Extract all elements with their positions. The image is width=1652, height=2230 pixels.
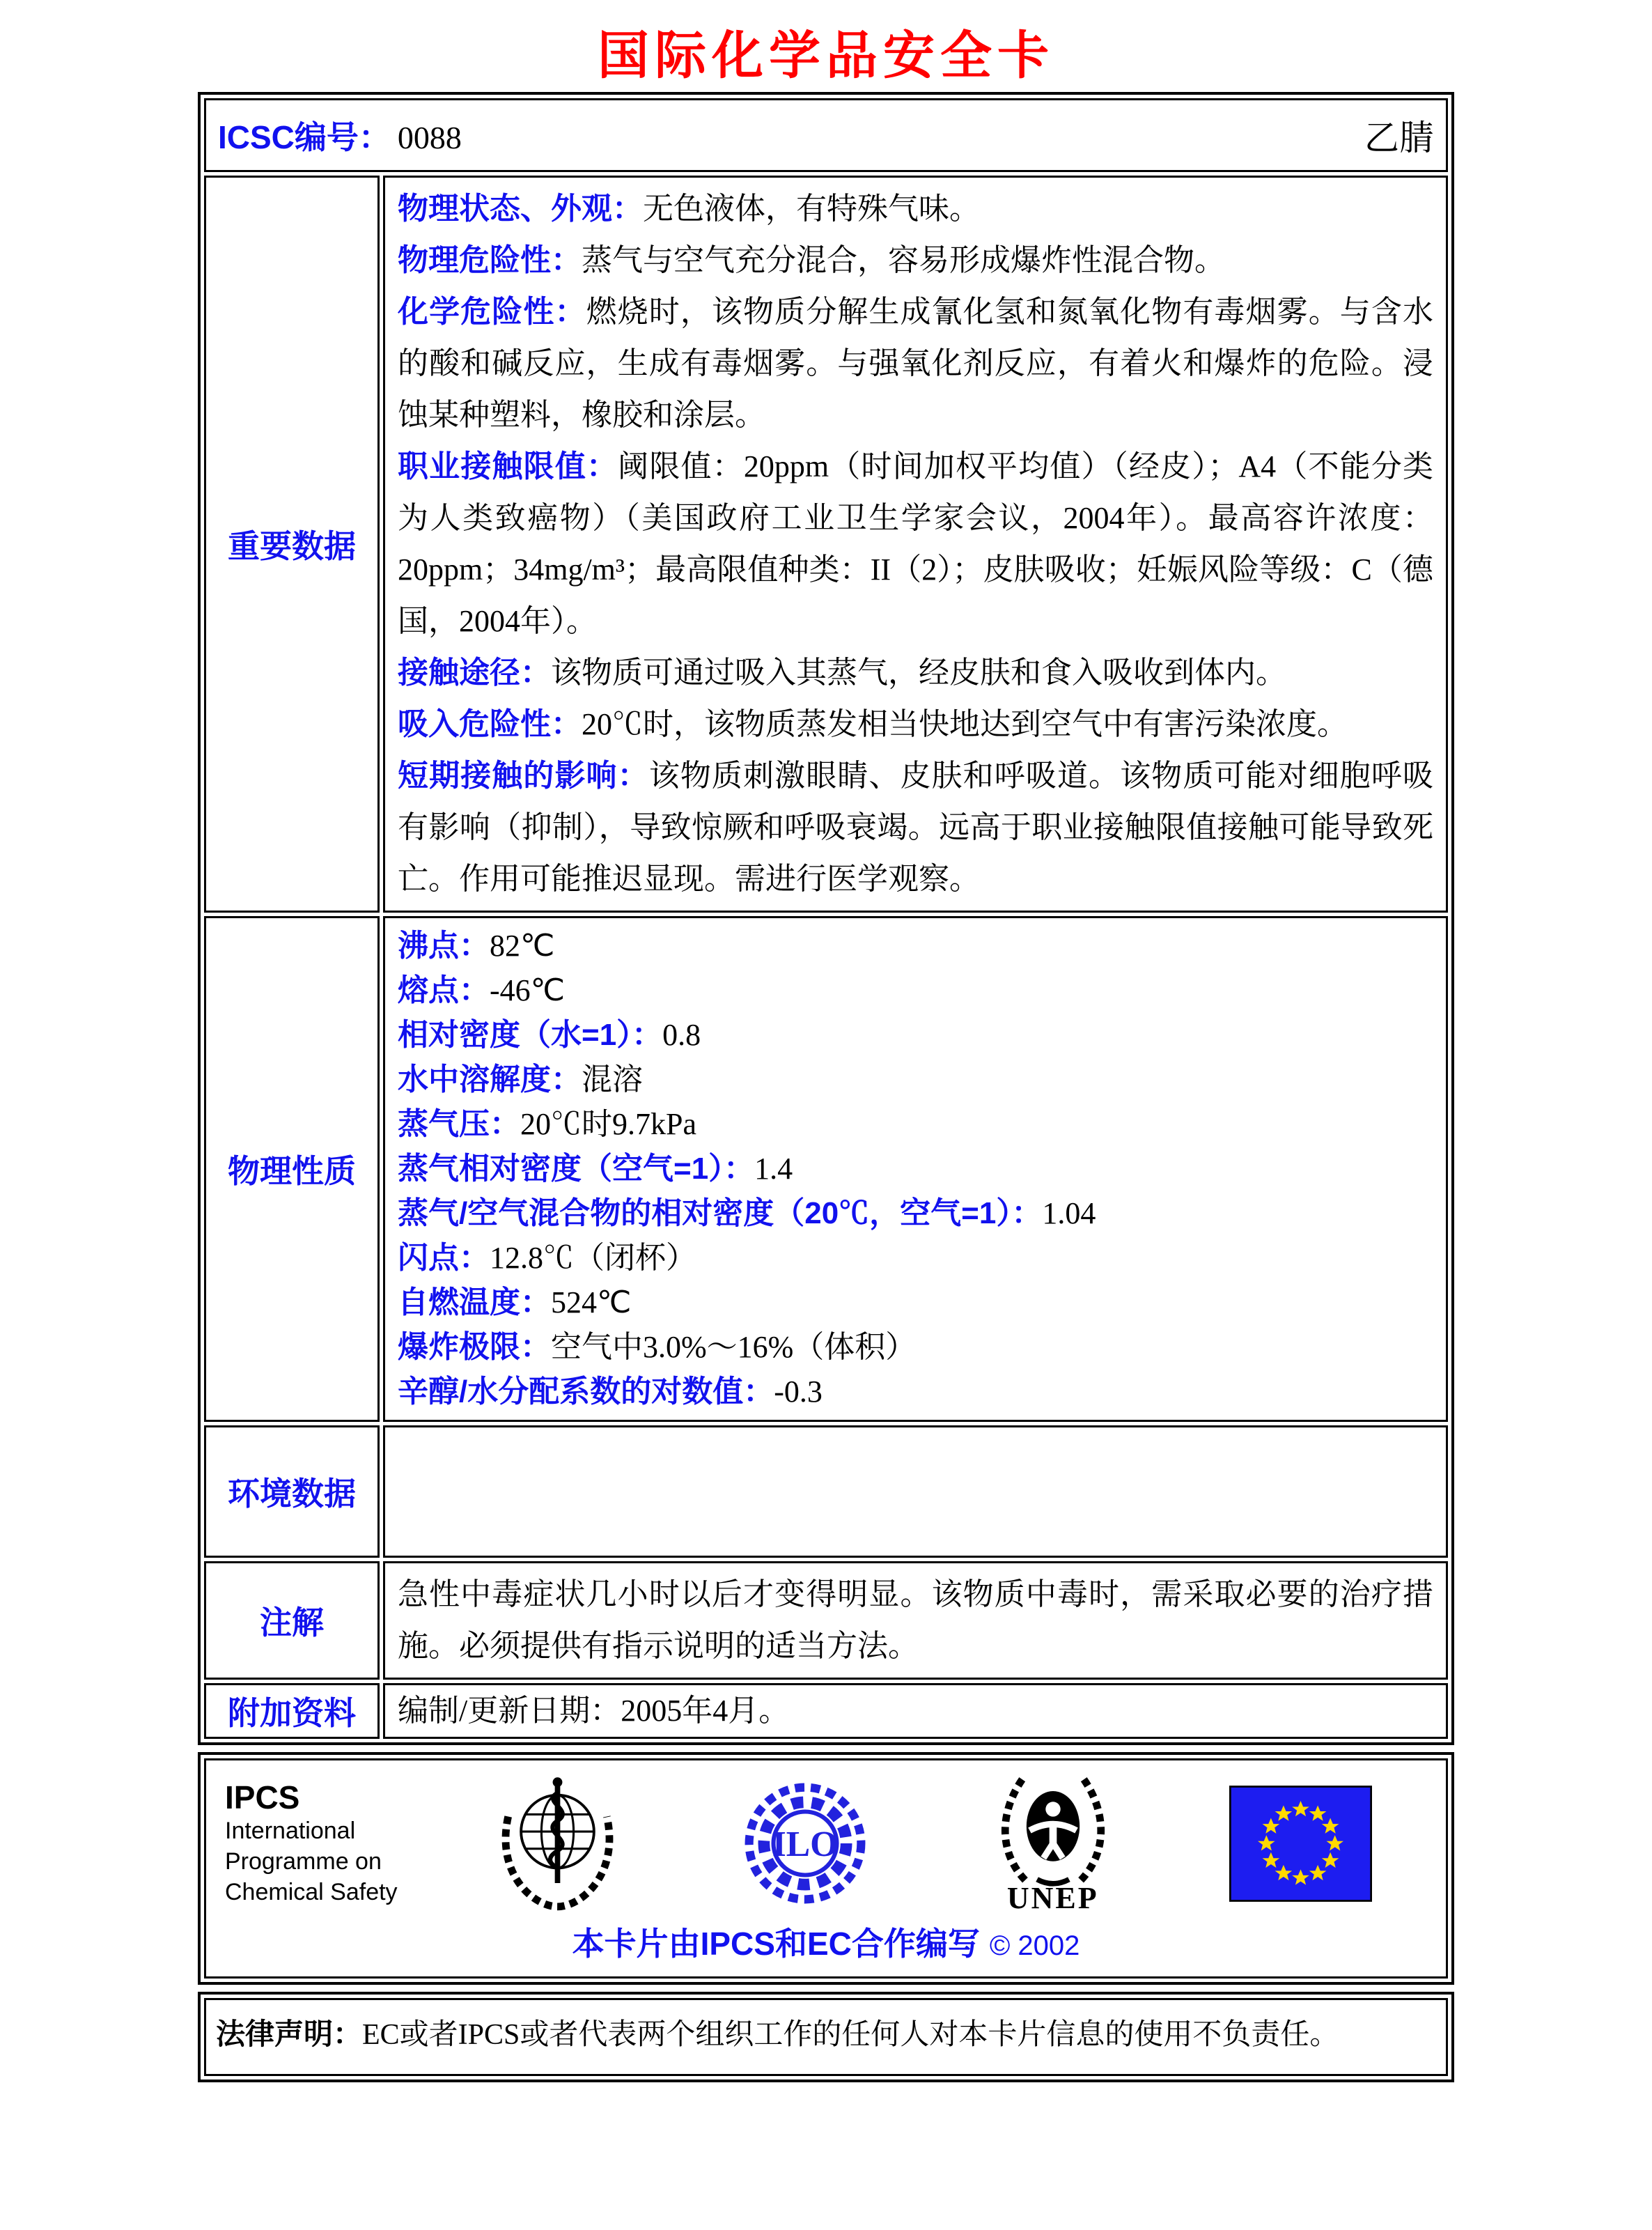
physical-item-9 bbox=[398, 1325, 1433, 1370]
item-text: 该物质可通过吸入其蒸气，经皮肤和食入吸收到体内。 bbox=[551, 656, 1286, 690]
ipcs-line: Programme on bbox=[225, 1848, 382, 1875]
item-text: 0.8 bbox=[662, 1018, 701, 1052]
header-row bbox=[204, 98, 1448, 172]
item-label: 水中溶解度： bbox=[398, 1062, 582, 1097]
icsc-number-group bbox=[218, 112, 462, 158]
physical-item-7 bbox=[398, 1236, 1433, 1280]
physical-item-10 bbox=[398, 1370, 1433, 1414]
item-text: 1.4 bbox=[754, 1152, 793, 1186]
ipcs-line: Chemical Safety bbox=[225, 1879, 398, 1905]
important-item-4 bbox=[398, 647, 1433, 699]
section-label-notes: 注解 bbox=[204, 1561, 380, 1680]
item-label: 蒸气压： bbox=[398, 1107, 520, 1141]
item-text: 燃烧时，该物质分解生成氰化氢和氮氧化物有毒烟雾。与含水的酸和碱反应，生成有毒烟雾。与强氧化剂反应，有着火和爆炸的危险。浸蚀某种塑料，橡胶和涂层。 bbox=[398, 295, 1433, 432]
item-text: 无色液体，有特殊气味。 bbox=[643, 192, 980, 226]
physical-item-5 bbox=[398, 1147, 1433, 1191]
physical-item-3 bbox=[398, 1058, 1433, 1102]
item-text: 524℃ bbox=[551, 1285, 632, 1319]
unep-text: UNEP bbox=[1006, 1881, 1099, 1915]
item-label: 短期接触的影响： bbox=[398, 759, 649, 793]
section-label-additional-info: 附加资料 bbox=[204, 1683, 380, 1739]
item-label: 爆炸极限： bbox=[398, 1330, 551, 1364]
item-label: 相对密度（水=1）： bbox=[398, 1018, 663, 1052]
ipcs-title: IPCS bbox=[225, 1779, 300, 1815]
important-item-1 bbox=[398, 235, 1433, 286]
notes-content bbox=[383, 1561, 1448, 1680]
item-label: 沸点： bbox=[398, 929, 490, 963]
ipcs-text-block bbox=[225, 1779, 434, 1907]
item-label: 自燃温度： bbox=[398, 1285, 551, 1319]
item-label: 物理状态、外观： bbox=[398, 192, 643, 226]
physical-item-6 bbox=[398, 1191, 1433, 1236]
icsc-number-label: ICSC编号： bbox=[218, 119, 391, 155]
physical-properties-content bbox=[383, 916, 1448, 1422]
item-text: 1.04 bbox=[1042, 1196, 1096, 1230]
item-label: 熔点： bbox=[398, 973, 490, 1007]
legal-label: 法律声明： bbox=[216, 2018, 363, 2050]
copyright-text: © 2002 bbox=[989, 1930, 1080, 1961]
logos-row bbox=[207, 1761, 1445, 1916]
item-text: 空气中3.0%～16%（体积） bbox=[551, 1330, 917, 1364]
item-label: 辛醇/水分配系数的对数值： bbox=[398, 1375, 774, 1409]
item-text: -0.3 bbox=[774, 1375, 823, 1409]
item-label: 闪点： bbox=[398, 1241, 490, 1275]
item-text: -46℃ bbox=[490, 973, 566, 1007]
physical-item-2 bbox=[398, 1013, 1433, 1058]
additional-info-text: 编制/更新日期：2005年4月。 bbox=[398, 1694, 790, 1728]
important-data-content bbox=[383, 176, 1448, 913]
cooperation-line bbox=[207, 1916, 1445, 1976]
item-text: 混溶 bbox=[582, 1062, 643, 1097]
section-label-physical-properties: 物理性质 bbox=[204, 916, 380, 1422]
important-item-0 bbox=[398, 183, 1433, 235]
item-text: 12.8℃（闭杯） bbox=[490, 1241, 696, 1275]
item-text: 该物质刺激眼睛、皮肤和呼吸道。该物质可能对细胞呼吸有影响（抑制），导致惊厥和呼吸衰竭。远高于职业接触限值接触可能导致死亡。作用可能推迟显现。需进行医学观察。 bbox=[398, 759, 1433, 896]
section-label-environment-data: 环境数据 bbox=[204, 1425, 380, 1558]
notes-text: 急性中毒症状几小时以后才变得明显。该物质中毒时，需采取必要的治疗措施。必须提供有指示说明的适当方法。 bbox=[398, 1577, 1433, 1663]
physical-item-1 bbox=[398, 968, 1433, 1013]
additional-info-content bbox=[383, 1683, 1448, 1739]
item-text: 82℃ bbox=[490, 929, 555, 963]
physical-item-4 bbox=[398, 1102, 1433, 1147]
physical-item-0 bbox=[398, 924, 1433, 968]
notes-row bbox=[204, 1561, 1448, 1680]
item-text: 阈限值：20ppm（时间加权平均值）（经皮）；A4（不能分类为人类致癌物）（美国政府工业卫生学家会议，2004年）。最高容许浓度：20ppm；34mg/m³；最高限值种类：II（2）；皮肤吸收；妊娠风险等级：C（德国，2004年）。 bbox=[398, 449, 1434, 638]
important-item-6 bbox=[398, 750, 1433, 905]
item-text: 20℃时9.7kPa bbox=[520, 1107, 696, 1141]
eu-flag-icon bbox=[1177, 1786, 1425, 1902]
ilo-logo-icon bbox=[682, 1780, 930, 1907]
section-label-important-data: 重要数据 bbox=[204, 176, 380, 913]
item-label: 接触途径： bbox=[398, 656, 551, 690]
who-logo-icon bbox=[434, 1776, 682, 1911]
important-item-2 bbox=[398, 286, 1433, 441]
ipcs-line: International bbox=[225, 1818, 356, 1844]
important-data-row bbox=[204, 176, 1448, 913]
logos-box bbox=[198, 1752, 1454, 1985]
icsc-main-table bbox=[198, 92, 1454, 1745]
additional-info-row bbox=[204, 1683, 1448, 1739]
environment-data-content bbox=[383, 1425, 1448, 1558]
card-header bbox=[207, 101, 1445, 169]
important-item-5 bbox=[398, 699, 1433, 750]
physical-item-8 bbox=[398, 1280, 1433, 1325]
icsc-number-value: 0088 bbox=[397, 120, 462, 155]
item-label: 化学危险性： bbox=[398, 295, 586, 329]
legal-notice bbox=[204, 1998, 1448, 2076]
unep-logo-icon bbox=[929, 1771, 1177, 1916]
physical-properties-row bbox=[204, 916, 1448, 1422]
chemical-name: 乙腈 bbox=[1364, 118, 1434, 157]
item-label: 吸入危险性： bbox=[398, 707, 582, 741]
item-text: 蒸气与空气充分混合，容易形成爆炸性混合物。 bbox=[582, 243, 1225, 277]
ilo-text: ILO bbox=[772, 1825, 839, 1865]
item-label: 职业接触限值： bbox=[398, 449, 618, 483]
item-label: 蒸气相对密度（空气=1）： bbox=[398, 1152, 755, 1186]
legal-box bbox=[198, 1992, 1454, 2082]
page-title: 国际化学品安全卡 bbox=[598, 26, 1054, 84]
item-text: 20℃时，该物质蒸发相当快地达到空气中有害污染浓度。 bbox=[582, 707, 1348, 741]
environment-data-row bbox=[204, 1425, 1448, 1558]
item-label: 物理危险性： bbox=[398, 243, 582, 277]
cooperation-text: 本卡片由IPCS和EC合作编写 bbox=[572, 1926, 980, 1962]
important-item-3 bbox=[398, 441, 1433, 647]
item-label: 蒸气/空气混合物的相对密度（20℃，空气=1）： bbox=[398, 1196, 1043, 1230]
legal-text: EC或者IPCS或者代表两个组织工作的任何人对本卡片信息的使用不负责任。 bbox=[362, 2019, 1339, 2051]
